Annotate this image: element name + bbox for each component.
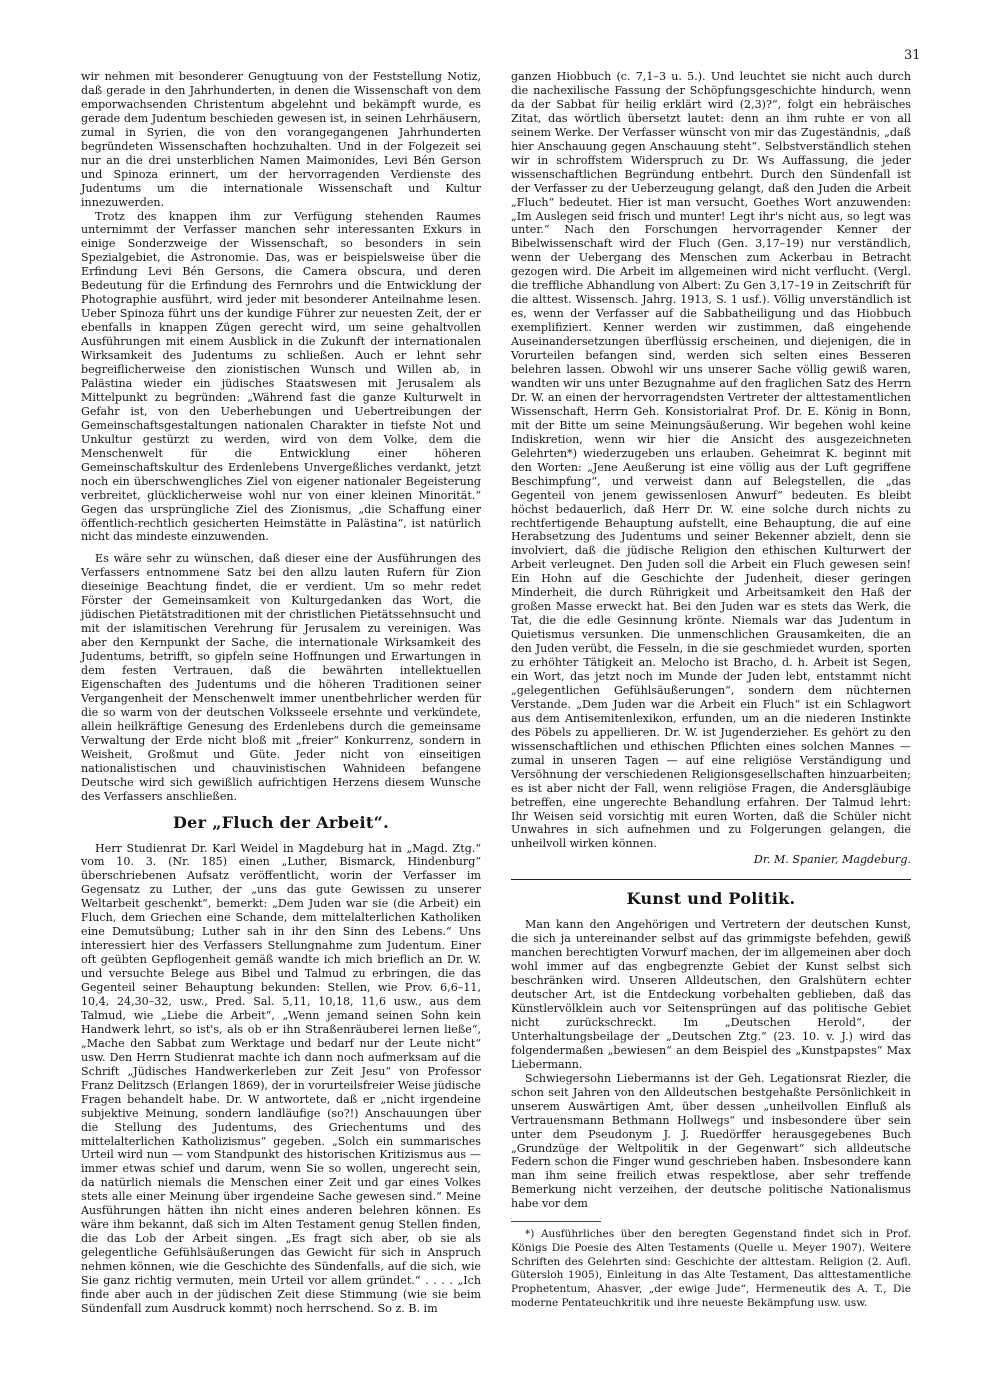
- right-column: [511, 70, 911, 1311]
- footnote: *) Ausführliches über den beregten Gegenstand findet sich in Prof. Königs Die Poesie des Alten Testaments (Quelle u. Meyer 1907). Weitere Schriften des Gelehrten sind: Geschichte der alttestam. Religion (2. Aufl. Gütersloh 1905), Einleitung in das Alte Testament, Das alttestamentliche Prophetentum, Ahasver, „der ewige Jude“, Hermeneutik des A. T., Die moderne Pentateuchkritik und ihre neueste Bekämpfung usw. usw.: [511, 1228, 911, 1309]
- section-divider: [511, 879, 911, 880]
- right-paragraph-2: Man kann den Angehörigen und Vertretern der deutschen Kunst, die sich ja untereinander selbst auf das grimmigste befehden, gewiß manchen berechtigten Vorwurf machen, der im allgemeinen aber doch wohl immer auf das engbegrenzte Gebiet der Kunst selbst sich beschränken wird. Unseren Alldeutschen, den Gralshütern echter deutscher Art, ist die Entdeckung vorbehalten geblieben, daß das Künstlervölklein auch vor Seitensprüngen auf das politische Gebiet nicht zurückschreckt. Im „Deutschen Herold“, der Unterhaltungsbeilage der „Deutschen Ztg.“ (23. 10. v. J.) wird das folgendermaßen „bewiesen“ an dem Beispiel des „Kunstpapstes“ Max Liebermann.: [511, 918, 911, 1071]
- right-paragraph-1: ganzen Hiobbuch (c. 7,1–3 u. 5.). Und leuchtet sie nicht auch durch die nachexilische Fassung der Schöpfungsgeschichte hindurch, wenn da der Sabbat für heilig erklärt wird (2,3)?“, folgt ein hebräisches Zitat, das wörtlich übersetzt lautet: denn an ihm ruhte er von all seinem Werke. Der Verfasser wünscht von mir das Zugeständnis, „daß hier Anschauung gegen Anschauung steht“. Selbstverständlich stehen wir in schroffstem Widerspruch zu Dr. Ws Auffassung, die jeder wissenschaftlichen Begründung entbehrt. Durch den Sündenfall ist der Verfasser zu der Ueberzeugung gelangt, daß den Juden die Arbeit „Fluch“ bedeutet. Hier ist man versucht, Goethes Wort anzuwenden: „Im Auslegen seid frisch und munter! Legt ihr's nicht aus, so legt was unter.“ Nach den Forschungen hervorragender Kenner der Bibelwissenschaft wird der Fluch (Gen. 3,17–19) nur verständlich, wenn der Uebergang des Menschen zum Ackerbau in Betracht gezogen wird. Die Arbeit im allgemeinen wird nicht verflucht. (Vergl. die treffliche Abhandlung von Albert: Zu Gen 3,17–19 in Zeitschrift für die alttest. Wissensch. Jahrg. 1913, S. 1 usf.). Völlig unverständlich ist es, wenn der Verfasser auf die Sabbatheiligung und das Hiobbuch exemplifiziert. Kenner werden wir zustimmen, daß eingehende Auseinandersetzungen überflüssig erscheinen, und diejenigen, die in Vorurteilen befangen sind, werden sich selten eines Besseren belehren lassen. Obwohl wir uns unserer Sache völlig gewiß waren, wandten wir uns unter Bezugnahme auf den fraglichen Satz des Herrn Dr. W. an einen der hervorragendsten Vertreter der alttestamentlichen Wissenschaft, Herrn Geh. Konsistorialrat Prof. Dr. E. König in Bonn, mit der Bitte um seine Meinungsäußerung. Wir begehen wohl keine Indiskretion, wenn wir hier die Ansicht des ausgezeichneten Gelehrten*) wiederzugeben uns erlauben. Geheimrat K. beginnt mit den Worten: „Jene Aeußerung ist eine völlig aus der Luft gegriffene Beschimpfung“, und verweist dann auf Belegstellen, die „das Gegenteil von jenem gewissenlosen Anwurf“ bedeuten. Es bleibt höchst bedauerlich, daß Herr Dr. W. eine solche durch nichts zu rechtfertigende Behauptung aufstellt, eine Behauptung, die auf eine Herabsetzung des Judentums und seiner Bekenner abzielt, denn sie involviert, daß die jüdische Religion den ethischen Kulturwert der Arbeit verleugnet. Den Juden soll die Arbeit ein Fluch gewesen sein! Ein Hohn auf die Geschichte der Judenheit, dieser geringen Minderheit, die durch Rührigkeit und Arbeitsamkeit den Haß der großen Masse erweckt hat. Bei den Juden war es stets das Werk, die Tat, die die edle Gesinnung krönte. Niemals war das Judentum in Quietismus versunken. Die unmenschlichen Grausamkeiten, die an den Juden verübt, die Fesseln, in die sie geschmiedet wurden, sporten zu erhöhter Tätigkeit an. Melocho ist Bracho, d. h. Arbeit ist Segen, ein Wort, das jetzt noch im Munde der Juden lebt, entstammt nicht „gelegentlichen Gefühlsäußerungen“, sondern dem nüchternen Verstande. „Dem Juden war die Arbeit ein Fluch“ ist ein Schlagwort aus dem Antisemitenlexikon, erfunden, um an die niederen Instinkte des Pöbels zu appellieren. Dr. W. ist Jugenderzieher. Es gehört zu den wissenschaftlichen und ethischen Pflichten eines solchen Mannes — zumal in unseren Tagen — auf eine religiöse Verständigung und Versöhnung der verschiedenen Religionsgesellschaften hinzuarbeiten; es ist aber nicht der Fall, wenn religiöse Fragen, die Andersgläubige betreffen, eine ungerechte Behandlung erfahren. Der Talmud lehrt: Ihr Weisen seid vorsichtig mit euren Worten, daß die Schüler nicht Unwahres in sich aufnehmen und zu Folgerungen gelangen, die unheilvoll wirken können.: [511, 70, 911, 851]
- left-paragraph-2: Trotz des knappen ihm zur Verfügung stehenden Raumes unternimmt der Verfasser manchen sehr interessanten Exkurs in einige Sonderzweige der Wissenschaft, so besonders in sein Spezialgebiet, die Astronomie. Das, was er beispielsweise über die Erfindung Levi Bén Gersons, die Camera obscura, und deren Bedeutung für die Erfindung des Fernrohrs und die Entwicklung der Photographie ausführt, wird jeder mit besonderer Anteilnahme lesen. Ueber Spinoza führt uns der kundige Führer zur neuesten Zeit, der er ebenfalls in knappen Zügen gerecht wird, um seine gehaltvollen Ausführungen mit einem Ausblick in die Zukunft der internationalen Wirksamkeit des Judentums zu schließen. Auch er lehnt sehr begreiflicherweise den zionistischen Wunsch und Willen ab, in Palästina wieder ein jüdisches Staatswesen mit Jerusalem als Mittelpunkt zu begründen: „Während fast die ganze Kulturwelt in Gefahr ist, von den Ueberhebungen und Uebertreibungen der Gemeinschaftsgestaltungen nationalen Charakter in tiefste Not und Unkultur gestürzt zu werden, wird von dem Volke, dem die Menschenwelt für die Entwicklung einer höheren Gemeinschaftskultur des Erdenlebens Unvergeßliches verdankt, jetzt noch ein überschwengliches Ziel von eigener nationaler Begeisterung verbreitet, glücklicherweise wohl nur von einer kleinen Minorität.“ Gegen das ursprüngliche Ziel des Zionismus, „die Schaffung einer öffentlich-rechtlich gesicherten Heimstätte in Palästina“, ist natürlich nicht das mindeste einzuwenden.: [81, 209, 481, 544]
- left-column: [81, 70, 481, 1316]
- left-paragraph-3: Es wäre sehr zu wünschen, daß dieser eine der Ausführungen des Verfassers entnommene Satz bei den allzu lauten Rufern für Zion dieseinige Beachtung findet, die er verdient. Um so mehr redet Förster der Gemeinsamkeit von Kulturgedanken das Wort, die jüdischen Pietätstraditionen mit der christlichen Pietätssehnsucht und mit der islamitischen Verehrung für Jerusalem zu vereinigen. Was aber den Kernpunkt der Sache, die internationale Wirksamkeit des Judentums, betrifft, so gipfeln seine Hoffnungen und Erwartungen in dem festen Vertrauen, daß die bewährten intellektuellen Eigenschaften des Judentums und die höheren Traditionen seiner Vergangenheit der Menschenwelt immer unentbehrlicher werden für die so warm von der deutschen Volksseele ersehnte und verkündete, allein heilkräftige Genesung des Erdenlebens durch die gemeinsame Verwaltung der Erde nicht bloß mit „freier“ Konkurrenz, sondern in Weisheit, Großmut und Güte. Jeder nicht von einseitigen nationalistischen und chauvinistischen Wahnideen befangene Deutsche wird sich gewißlich aufrichtigen Herzens diesem Wunsche des Verfassers anschließen.: [81, 552, 481, 803]
- right-paragraph-3: Schwiegersohn Liebermanns ist der Geh. Legationsrat Riezler, die schon seit Jahren von den Alldeutschen bestgehaßte Persönlichkeit in unserem Auswärtigen Amt, über dessen „unheilvollen Einfluß als Vertrauensmann Bethmann Hollwegs“ und insbesondere über sein unter dem Pseudonym J. J. Ruedörffer herausgegebenes Buch „Grundzüge der Weltpolitik in der Gegenwart“ sich alldeutsche Federn schon die Finger wund geschrieben haben. Insbesondere kann man ihm seine freilich etwas respektlose, aber sehr treffende Bemerkung nicht verzeihen, der deutsche politische Nationalismus habe vor dem: [511, 1071, 911, 1211]
- left-paragraph-4: Herr Studienrat Dr. Karl Weidel in Magdeburg hat in „Magd. Ztg.“ vom 10. 3. (Nr. 185) einen „Luther, Bismarck, Hindenburg“ überschriebenen Aufsatz veröffentlicht, worin der Verfasser im Gegensatz zu Luther, der „uns das gute Gewissen zu unserer Weltarbeit geschenkt“, bemerkt: „Dem Juden war sie (die Arbeit) ein Fluch, dem Griechen eine Schande, dem mittelalterlichen Katholiken eine Demutsübung; Luther sah in ihr den Sinn des Lebens.“ Uns interessiert hier des Verfassers Stellungnahme zum Judentum. Einer oft geübten Gepflogenheit gemäß wandte ich mich brieflich an Dr. W. und versuchte Belege aus Bibel und Talmud zu erbringen, die das Gegenteil seiner Behauptung bekunden: Stellen, wie Prov. 6,6–11, 10,4, 24,30–32, usw., Pred. Sal. 5,11, 10,18, 11,6 usw., aus dem Talmud, wie „Liebe die Arbeit“, „Wenn jemand seinen Sohn kein Handwerk lehrt, so ist's, als ob er ihn Straßenräuberei lernen ließe“, „Mache den Sabbat zum Werktage und bedarf nur der Leute nicht“ usw. Den Herrn Studienrat machte ich dann noch aufmerksam auf die Schrift „Jüdisches Handwerkerleben zur Zeit Jesu“ von Professor Franz Delitzsch (Erlangen 1869), der in vorurteilsfreier Weise jüdische Fragen behandelt habe. Dr. W antwortete, daß er „nicht irgendeine subjektive Meinung, sondern landläufige (so?!) Anschauungen über die Stellung des Judentums, des Griechentums und des mittelalterlichen Katholizismus“ gegeben. „Solch ein summarisches Urteil wird nun — vom Standpunkt des historischen Kritizismus aus — immer etwas schief und darum, wenn Sie so wollen, ungerecht sein, da natürlich niemals die Menschen einer Zeit und gar eines Volkes stets alle einer Meinung über irgendeine Sache gewesen sind.“ Meine Ausführungen hätten ihn nicht eines anderen belehren können. Es wäre ihm bekannt, daß sich im Alten Testament genug Stellen finden, die das Lob der Arbeit singen. „Es fragt sich aber, ob sie als gelegentliche Gefühlsäußerungen das Gewicht für sich in Anspruch nehmen können, wie die Geschichte des Sündenfalls, auf die sich, wie Sie ganz richtig vermuten, mein Urteil vor allem gründet.“ . . . . „Ich finde aber auch in der jüdischen Zeit diese Stimmung (wie sie beim Sündenfall zum Ausdruck kommt) noch herrschend. So z. B. im: [81, 841, 481, 1315]
- page-number: 31: [904, 48, 921, 63]
- article-heading-kunst-und-politik: Kunst und Politik.: [626, 889, 796, 909]
- footnote-rule: [511, 1221, 601, 1222]
- left-paragraph-1: wir nehmen mit besonderer Genugtuung von der Feststellung Notiz, daß gerade in den Jahrhunderten, in denen die Wissenschaft von dem emporwachsenden Christentum abgelehnt und bekämpft wurde, es gerade dem Judentum beschieden gewesen ist, in seinen Lehrhäusern, zumal in Syrien, die von den vorangegangenen Jahrhunderten begründeten Wissenschaften hochzuhalten. Und in der Folgezeit sei nur an die drei unsterblichen Namen Maimonides, Levi Bén Gerson und Spinoza erinnert, um der hervorragenden Verdienste des Judentums um die internationale Wissenschaft und Kultur innezuwerden.: [81, 70, 481, 209]
- article-heading-fluch-der-arbeit: Der „Fluch der Arbeit“.: [173, 812, 389, 832]
- article-signature: Dr. M. Spanier, Magdeburg.: [753, 853, 911, 867]
